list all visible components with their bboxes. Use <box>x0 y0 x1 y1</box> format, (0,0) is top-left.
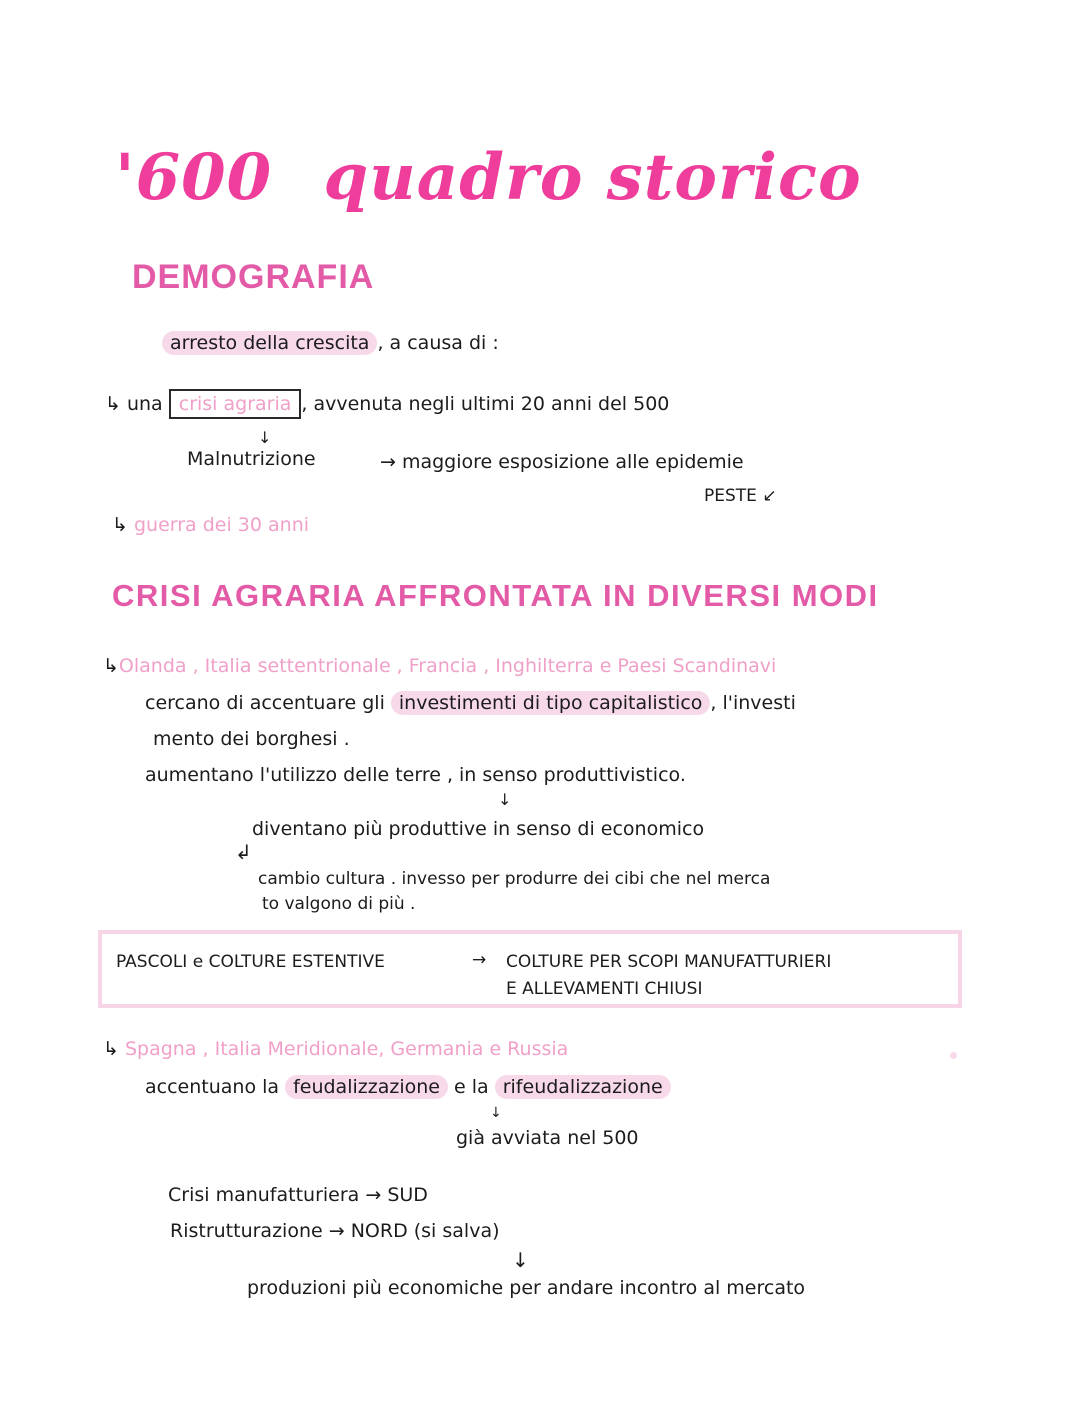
hook-arrow-icon: ↳ <box>105 393 121 415</box>
malnutrizione: Malnutrizione <box>187 448 316 470</box>
sud-l1-pre: accentuano la <box>145 1076 280 1098</box>
boxed-crisi-agraria: crisi agraria <box>169 389 302 419</box>
demografia-intro-rest: , a causa di : <box>377 332 499 354</box>
esposizione-epidemie <box>380 451 744 473</box>
demografia-intro <box>162 332 499 354</box>
peste-label <box>704 486 777 506</box>
right-arrow-icon: → <box>380 451 396 473</box>
sud-label: SUD <box>387 1184 428 1206</box>
paesi-nord <box>103 655 776 677</box>
down-arrow-icon: ↓ <box>498 790 512 809</box>
hook-arrow-icon: ↳ <box>103 1038 119 1060</box>
crisi-l1-post: , l'investi <box>710 692 796 714</box>
ristrutturazione <box>170 1220 500 1242</box>
peste-text: PESTE <box>704 486 757 506</box>
box-right-line-1: COLTURE PER SCOPI MANUFATTURIERI <box>506 952 832 972</box>
down-arrow-icon: ↓ <box>512 1248 529 1272</box>
highlight-arresto: arresto della crescita <box>162 331 377 355</box>
right-arrow-icon: → <box>365 1184 382 1206</box>
box-right-line-2: E ALLEVAMENTI CHIUSI <box>506 979 703 999</box>
crisi-line-4: diventano più produttive in senso di economico <box>252 818 705 840</box>
crisi-manuf-text: Crisi manufatturiera <box>168 1184 360 1206</box>
right-arrow-icon: → <box>328 1220 345 1242</box>
heading-crisi-agraria: CRISI AGRARIA AFFRONTATA IN DIVERSI MODI <box>112 578 879 613</box>
hook-arrow-icon: ↳ <box>112 514 128 536</box>
cause-crisi-agraria <box>105 393 669 415</box>
sud-line-1 <box>145 1076 671 1098</box>
heading-demografia: DEMOGRAFIA <box>132 258 375 296</box>
highlight-feudalizzazione: feudalizzazione <box>285 1075 448 1099</box>
produzioni: produzioni più economiche per andare incontro al mercato <box>247 1277 806 1299</box>
highlight-investimenti: investimenti di tipo capitalistico <box>391 691 711 715</box>
paesi-sud <box>103 1038 568 1060</box>
down-arrow-icon: ↓ <box>258 428 272 447</box>
paesi-sud-text: Spagna , Italia Meridionale, Germania e Russia <box>124 1038 569 1060</box>
page-title <box>115 140 862 215</box>
guerra-text: guerra dei 30 anni <box>133 514 310 536</box>
title-text: quadro storico <box>323 140 862 215</box>
cause-guerra <box>112 514 309 536</box>
sud-l1-mid: e la <box>454 1076 489 1098</box>
crisi-manufatturiera <box>168 1184 428 1206</box>
up-right-arrow-icon: ↙ <box>762 486 777 506</box>
down-arrow-icon: ↓ <box>490 1105 502 1121</box>
curved-arrow-icon: ↲ <box>235 840 252 864</box>
cause-post: , avvenuta negli ultimi 20 anni del 500 <box>301 393 670 415</box>
gia-avviata: già avviata nel 500 <box>456 1127 639 1149</box>
crisi-line-2: mento dei borghesi . <box>153 728 350 750</box>
cause-pre: una <box>126 393 163 415</box>
pink-dot <box>950 1052 957 1059</box>
crisi-line-5: cambio cultura . invesso per produrre dei cibi che nel merca <box>258 869 771 889</box>
highlight-rifeudalizzazione: rifeudalizzazione <box>495 1075 671 1099</box>
right-arrow-icon: → <box>472 950 487 970</box>
esposizione-text: maggiore esposizione alle epidemie <box>401 451 744 473</box>
title-year: '600 <box>115 140 273 215</box>
crisi-line-3: aumentano l'utilizzo delle terre , in senso produttivistico. <box>145 764 686 786</box>
hook-arrow-icon: ↳ <box>103 655 119 677</box>
box-left-text: PASCOLI e COLTURE ESTENTIVE <box>116 952 385 972</box>
paesi-nord-text: Olanda , Italia settentrionale , Francia , Inghilterra e Paesi Scandinavi <box>118 655 777 677</box>
nord-label: NORD (si salva) <box>350 1220 500 1242</box>
crisi-l1-pre: cercano di accentuare gli <box>145 692 385 714</box>
ristrutt-text: Ristrutturazione <box>170 1220 323 1242</box>
crisi-line-6: to valgono di più . <box>262 894 416 914</box>
crisi-line-1 <box>145 692 796 714</box>
